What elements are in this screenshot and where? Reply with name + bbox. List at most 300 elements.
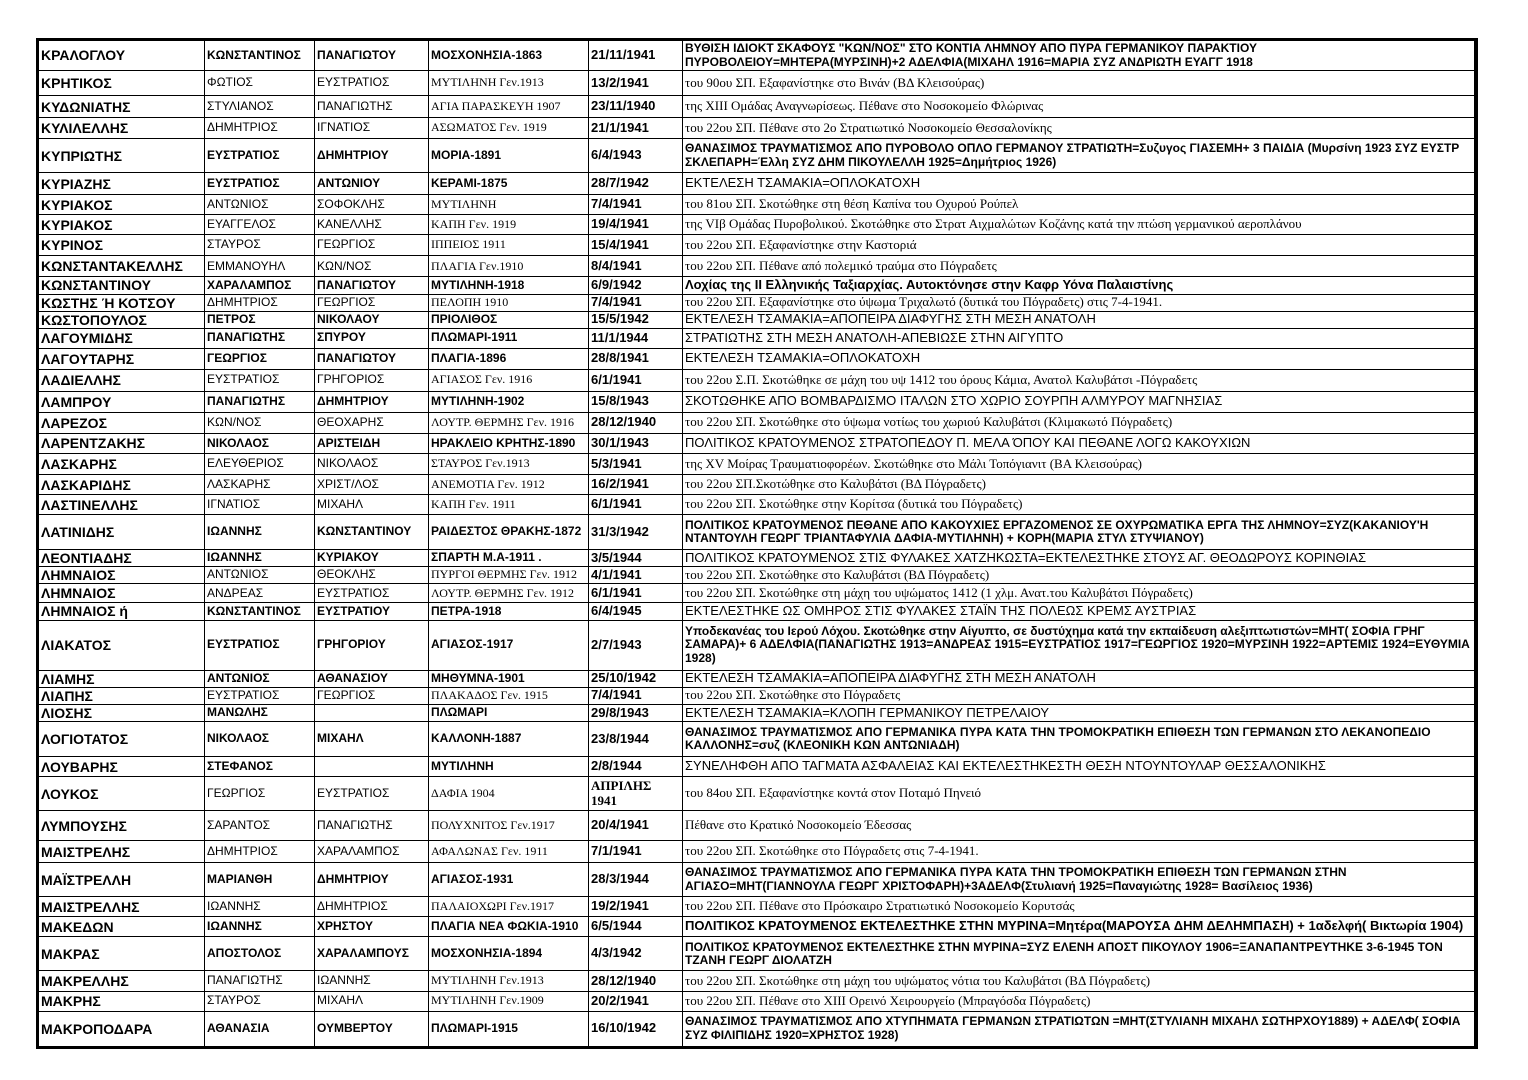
first-name-cell: ΙΩΑΝΝΗΣ bbox=[205, 897, 315, 917]
date-cell: 19/2/1941 bbox=[589, 897, 683, 917]
surname-cell: ΛΟΓΙΟΤΑΤΟΣ bbox=[39, 722, 205, 757]
table-row bbox=[39, 897, 1476, 917]
table-row bbox=[39, 811, 1476, 841]
description-cell: Λοχίας της ΙΙ Ελληνικής Ταξιαρχίας. Αυτοκτόνησε στην Καφρ Υόνα Παλαιστίνης bbox=[683, 277, 1476, 294]
date-cell: 31/3/1942 bbox=[589, 515, 683, 550]
table-row bbox=[39, 277, 1476, 294]
father-name-cell: ΓΕΩΡΓΙΟΣ bbox=[315, 235, 429, 256]
description-cell: ΕΚΤΕΛΕΣΗ ΤΣΑΜΑΚΙΑ=ΟΠΛΟΚΑΤΟΧΗ bbox=[683, 348, 1476, 369]
table-row bbox=[39, 991, 1476, 1011]
birthplace-cell: ΜΥΤΙΛΗΝΗ-1918 bbox=[429, 277, 589, 294]
birthplace-cell: ΠΕΤΡΑ-1918 bbox=[429, 603, 589, 620]
birthplace-cell: ΚΑΠΗ Γεν. 1911 bbox=[429, 495, 589, 515]
description-cell: ΠΟΛΙΤΙΚΟΣ ΚΡΑΤΟΥΜΕΝΟΣ ΣΤΡΑΤΟΠΕΔΟΥ Π. ΜΕΛΑ ΌΠΟΥ ΚΑΙ ΠΕΘΑΝΕ ΛΟΓΩ ΚΑΚΟΥΧΙΩΝ bbox=[683, 433, 1476, 453]
surname-cell: ΛΑΤΙΝΙΔΗΣ bbox=[39, 515, 205, 550]
table-row bbox=[39, 515, 1476, 550]
table-row bbox=[39, 235, 1476, 256]
date-cell: 5/3/1941 bbox=[589, 454, 683, 475]
description-cell: της XV Μοίρας Τραυματιοφορέων. Σκοτώθηκε στο Μάλι Τοπόγιανιτ (ΒΑ Κλεισούρας) bbox=[683, 454, 1476, 475]
date-cell: 15/5/1942 bbox=[589, 311, 683, 328]
table-row bbox=[39, 348, 1476, 369]
surname-cell: ΚΥΛΙΛΕΛΛΗΣ bbox=[39, 118, 205, 139]
first-name-cell: ΛΑΣΚΑΡΗΣ bbox=[205, 475, 315, 495]
birthplace-cell: ΑΝΕΜΟΤΙΑ Γεν. 1912 bbox=[429, 475, 589, 495]
birthplace-cell: ΜΟΣΧΟΝΗΣΙΑ-1894 bbox=[429, 937, 589, 971]
first-name-cell: ΕΥΣΤΡΑΤΙΟΣ bbox=[205, 369, 315, 391]
birthplace-cell: ΜΟΡΙΑ-1891 bbox=[429, 139, 589, 173]
records-sheet bbox=[36, 38, 1478, 1049]
surname-cell: ΛΑΣΚΑΡΙΔΗΣ bbox=[39, 475, 205, 495]
father-name-cell: ΙΓΝΑΤΙΟΣ bbox=[315, 118, 429, 139]
birthplace-cell: ΜΥΤΙΛΗΝΗ-1902 bbox=[429, 391, 589, 412]
table-row bbox=[39, 704, 1476, 721]
description-cell: ΘΑΝΑΣΙΜΟΣ ΤΡΑΥΜΑΤΙΣΜΟΣ ΑΠΟ ΓΕΡΜΑΝΙΚΑ ΠΥΡΑ ΚΑΤΑ ΤΗΝ ΤΡΟΜΟΚΡΑΤΙΚΗ ΕΠΙΘΕΣΗ ΤΩΝ ΓΕΡΜΑΝΩΝ ΣΤΗΝ ΑΓΙΑΣΟ=ΜΗΤ(ΓΙΑΝΝΟΥΛΑ ΓΕΩΡΓ ΧΡΙΣΤΟΦΑΡΗ)+3ΑΔΕΛΦ(Στυλιανή 1925=Παναγιώτης 1928= Βασίλειος 1936) bbox=[683, 863, 1476, 897]
first-name-cell: ΝΙΚΟΛΑΟΣ bbox=[205, 722, 315, 757]
description-cell: ΠΟΛΙΤΙΚΟΣ ΚΡΑΤΟΥΜΕΝΟΣ ΣΤΙΣ ΦΥΛΑΚΕΣ ΧΑΤΖΗΚΩΣΤΑ=ΕΚΤΕΛΕΣΤΗΚΕ ΣΤΟΥΣ ΑΓ. ΘΕΟΔΩΡΟΥΣ ΚΟΡΙΝΘΙΑΣ bbox=[683, 550, 1476, 567]
father-name-cell: ΔΗΜΗΤΡΙΟΥ bbox=[315, 863, 429, 897]
table-row bbox=[39, 722, 1476, 757]
surname-cell: ΚΥΔΩΝΙΑΤΗΣ bbox=[39, 96, 205, 118]
father-name-cell: ΧΑΡΑΛΑΜΠΟΣ bbox=[315, 841, 429, 863]
surname-cell: ΛΑΔΙΕΛΛΗΣ bbox=[39, 369, 205, 391]
first-name-cell: ΚΩΝ/ΝΟΣ bbox=[205, 412, 315, 433]
father-name-cell: ΕΥΣΤΡΑΤΙΟΣ bbox=[315, 584, 429, 603]
first-name-cell: ΣΤΥΛΙΑΝΟΣ bbox=[205, 96, 315, 118]
description-cell: ΣΚΟΤΩΘΗΚΕ ΑΠΟ ΒΟΜΒΑΡΔΙΣΜΟ ΙΤΑΛΩΝ ΣΤΟ ΧΩΡΙΟ ΣΟΥΡΠΗ ΑΛΜΥΡΟΥ ΜΑΓΝΗΣΙΑΣ bbox=[683, 391, 1476, 412]
birthplace-cell: ΜΥΤΙΛΗΝΗ bbox=[429, 757, 589, 777]
surname-cell: ΛΗΜΝΑΙΟΣ bbox=[39, 567, 205, 584]
surname-cell: ΛΙΑΠΗΣ bbox=[39, 687, 205, 704]
date-cell: 2/7/1943 bbox=[589, 620, 683, 670]
father-name-cell bbox=[315, 757, 429, 777]
surname-cell: ΛΙΟΣΗΣ bbox=[39, 704, 205, 721]
surname-cell: ΚΩΝΣΤΑΝΤΙΝΟΥ bbox=[39, 277, 205, 294]
table-row bbox=[39, 391, 1476, 412]
table-row bbox=[39, 757, 1476, 777]
description-cell: του 90ου ΣΠ. Εξαφανίστηκε στο Βινάν (ΒΔ Κλεισούρας) bbox=[683, 71, 1476, 96]
father-name-cell: ΕΥΣΤΡΑΤΙΟΣ bbox=[315, 777, 429, 811]
date-cell: 30/1/1943 bbox=[589, 433, 683, 453]
table-row bbox=[39, 215, 1476, 235]
birthplace-cell: ΠΛΩΜΑΡΙ bbox=[429, 704, 589, 721]
table-row bbox=[39, 71, 1476, 96]
father-name-cell: ΔΗΜΗΤΡΙΟΥ bbox=[315, 139, 429, 173]
table-row bbox=[39, 841, 1476, 863]
description-cell: του 22ου ΣΠ. Πέθανε από πολεμικό τραύμα στο Πόγραδετς bbox=[683, 256, 1476, 277]
description-cell: του 22ου ΣΠ. Σκοτώθηκε στο ύψωμα νοτίως του χωριού Καλυβάτσι (Κλιμακωτό Πόγραδετς) bbox=[683, 412, 1476, 433]
date-cell: 6/5/1944 bbox=[589, 917, 683, 937]
first-name-cell: ΑΝΔΡΕΑΣ bbox=[205, 584, 315, 603]
first-name-cell: ΣΤΑΥΡΟΣ bbox=[205, 991, 315, 1011]
table-row bbox=[39, 139, 1476, 173]
description-cell: ΣΤΡΑΤΙΩΤΗΣ ΣΤΗ ΜΕΣΗ ΑΝΑΤΟΛΗ-ΑΠΕΒΙΩΣΕ ΣΤΗΝ ΑΙΓΥΠΤΟ bbox=[683, 328, 1476, 348]
table-row bbox=[39, 777, 1476, 811]
surname-cell: ΚΥΡΙΝΟΣ bbox=[39, 235, 205, 256]
first-name-cell: ΠΑΝΑΓΙΩΤΗΣ bbox=[205, 391, 315, 412]
birthplace-cell: ΠΑΛΑΙΟΧΩΡΙ Γεν.1917 bbox=[429, 897, 589, 917]
description-cell: ΘΑΝΑΣΙΜΟΣ ΤΡΑΥΜΑΤΙΣΜΟΣ ΑΠΟ ΧΤΥΠΗΜΑΤΑ ΓΕΡΜΑΝΩΝ ΣΤΡΑΤΙΩΤΩΝ =ΜΗΤ(ΣΤΥΛΙΑΝΗ ΜΙΧΑΗΛ ΣΩΤΗΡΧΟΥ1889) + ΑΔΕΛΦ( ΣΟΦΙΑ ΣΥΖ ΦΙΛΙΠΙΔΗΣ 1920=ΧΡΗΣΤΟΣ 1928) bbox=[683, 1011, 1476, 1046]
first-name-cell: ΣΑΡΑΝΤΟΣ bbox=[205, 811, 315, 841]
birthplace-cell: ΜΗΘΥΜΝΑ-1901 bbox=[429, 670, 589, 687]
date-cell: 4/3/1942 bbox=[589, 937, 683, 971]
date-cell: 7/4/1941 bbox=[589, 294, 683, 311]
date-cell: 11/1/1944 bbox=[589, 328, 683, 348]
description-cell: ΘΑΝΑΣΙΜΟΣ ΤΡΑΥΜΑΤΙΣΜΟΣ ΑΠΟ ΠΥΡΟΒΟΛΟ ΟΠΛΟ ΓΕΡΜΑΝΟΥ ΣΤΡΑΤΙΩΤΗ=Συζυγος ΓΙΑΣΕΜΗ+ 3 ΠΑΙΔΙΑ (Μυρσίνη 1923 ΣΥΖ ΕΥΣΤΡ ΣΚΛΕΠΑΡΗ=Έλλη ΣΥΖ ΔΗΜ ΠΙΚΟΥΛΕΛΛΗ 1925=Δημήτριος 1926) bbox=[683, 139, 1476, 173]
description-cell: του 22ου ΣΠ. Σκοτώθηκε στο Πόγραδετς στις 7-4-1941. bbox=[683, 841, 1476, 863]
surname-cell: ΛΑΡΕΖΟΣ bbox=[39, 412, 205, 433]
surname-cell: ΛΑΣΚΑΡΗΣ bbox=[39, 454, 205, 475]
surname-cell: ΛΗΜΝΑΙΟΣ ή bbox=[39, 603, 205, 620]
surname-cell: ΚΥΡΙΑΚΟΣ bbox=[39, 215, 205, 235]
father-name-cell: ΚΑΝΕΛΛΗΣ bbox=[315, 215, 429, 235]
surname-cell: ΛΑΜΠΡΟΥ bbox=[39, 391, 205, 412]
surname-cell: ΜΑΙΣΤΡΕΛΛΗΣ bbox=[39, 897, 205, 917]
birthplace-cell: ΚΑΠΗ Γεν. 1919 bbox=[429, 215, 589, 235]
date-cell: 28/12/1940 bbox=[589, 412, 683, 433]
date-cell: 21/11/1941 bbox=[589, 41, 683, 71]
description-cell: ΠΟΛΙΤΙΚΟΣ ΚΡΑΤΟΥΜΕΝΟΣ ΠΕΘΑΝΕ ΑΠΟ ΚΑΚΟΥΧΙΕΣ ΕΡΓΑΖΟΜΕΝΟΣ ΣΕ ΟΧΥΡΩΜΑΤΙΚΑ ΕΡΓΑ ΤΗΣ ΛΗΜΝΟΥ=ΣΥΖ(ΚΑΚΑΝΙΟΥ'Η ΝΤΑΝΤΟΥΛΗ ΓΕΩΡΓ ΤΡΙΑΝΤΑΦΥΛΙΑ ΔΑΦΙΑ-ΜΥΤΙΛΗΝΗ) + ΚΟΡΗ(ΜΑΡΙΑ ΣΤΥΛ ΣΤΥΨΙΑΝΟΥ) bbox=[683, 515, 1476, 550]
father-name-cell: ΔΗΜΗΤΡΙΟΥ bbox=[315, 391, 429, 412]
description-cell: ΣΥΝΕΛΗΦΘΗ ΑΠΟ ΤΑΓΜΑΤΑ ΑΣΦΑΛΕΙΑΣ ΚΑΙ ΕΚΤΕΛΕΣΤΗΚΕΣΤΗ ΘΕΣΗ ΝΤΟΥΝΤΟΥΛΑΡ ΘΕΣΣΑΛΟΝΙΚΗΣ bbox=[683, 757, 1476, 777]
description-cell: ΠΟΛΙΤΙΚΟΣ ΚΡΑΤΟΥΜΕΝΟΣ ΕΚΤΕΛΕΣΤΗΚΕ ΣΤΗΝ ΜΥΡΙΝΑ=ΣΥΖ ΕΛΕΝΗ ΑΠΟΣΤ ΠΙΚΟΥΛΟΥ 1906=ΞΑΝΑΠΑΝΤΡΕΥΤΗΚΕ 3-6-1945 ΤΟΝ ΤΖΑΝΗ ΓΕΩΡΓ ΔΙΟΛΑΤΖΗ bbox=[683, 937, 1476, 971]
birthplace-cell: ΛΟΥΤΡ. ΘΕΡΜΗΣ Γεν. 1916 bbox=[429, 412, 589, 433]
birthplace-cell: ΜΥΤΙΛΗΝΗ bbox=[429, 195, 589, 215]
father-name-cell: ΧΑΡΑΛΑΜΠΟΥΣ bbox=[315, 937, 429, 971]
table-row bbox=[39, 96, 1476, 118]
first-name-cell: ΓΕΩΡΓΙΟΣ bbox=[205, 348, 315, 369]
date-cell: 8/4/1941 bbox=[589, 256, 683, 277]
date-cell: 23/8/1944 bbox=[589, 722, 683, 757]
description-cell: του 22ου ΣΠ. Σκοτώθηκε στη μάχη του υψώματος 1412 (1 χλμ. Ανατ.του Καλυβάτσι Πόγραδετς) bbox=[683, 584, 1476, 603]
date-cell: 7/4/1941 bbox=[589, 687, 683, 704]
surname-cell: ΜΑΙΣΤΡΕΛΗΣ bbox=[39, 841, 205, 863]
surname-cell: ΜΑΚΕΔΩΝ bbox=[39, 917, 205, 937]
father-name-cell: ΘΕΟΧΑΡΗΣ bbox=[315, 412, 429, 433]
birthplace-cell: ΚΕΡΑΜΙ-1875 bbox=[429, 173, 589, 195]
surname-cell: ΜΑΪΣΤΡΕΛΛΗ bbox=[39, 863, 205, 897]
father-name-cell: ΓΡΗΓΟΡΙΟΥ bbox=[315, 620, 429, 670]
date-cell: 4/1/1941 bbox=[589, 567, 683, 584]
description-cell: του 22ου ΣΠ.Σκοτώθηκε στο Καλυβάτσι (ΒΔ Πόγραδετς) bbox=[683, 475, 1476, 495]
date-cell: 7/4/1941 bbox=[589, 195, 683, 215]
table-row bbox=[39, 550, 1476, 567]
table-row bbox=[39, 603, 1476, 620]
date-cell: 13/2/1941 bbox=[589, 71, 683, 96]
table-row bbox=[39, 41, 1476, 71]
father-name-cell: ΜΙΧΑΗΛ bbox=[315, 991, 429, 1011]
father-name-cell: ΧΡΙΣΤ/ΛΟΣ bbox=[315, 475, 429, 495]
birthplace-cell: ΚΑΛΛΟΝΗ-1887 bbox=[429, 722, 589, 757]
birthplace-cell: ΠΛΩΜΑΡΙ-1911 bbox=[429, 328, 589, 348]
table-row bbox=[39, 369, 1476, 391]
table-row bbox=[39, 937, 1476, 971]
surname-cell: ΚΩΝΣΤΑΝΤΑΚΕΛΛΗΣ bbox=[39, 256, 205, 277]
date-cell: 6/1/1941 bbox=[589, 369, 683, 391]
description-cell: ΕΚΤΕΛΕΣΗ ΤΣΑΜΑΚΙΑ=ΑΠΟΠΕΙΡΑ ΔΙΑΦΥΓΗΣ ΣΤΗ ΜΕΣΗ ΑΝΑΤΟΛΗ bbox=[683, 311, 1476, 328]
description-cell: του 22ου ΣΠ. Εξαφανίστηκε στο ύψωμα Τριχαλωτό (δυτικά του Πόγραδετς) στις 7-4-1941. bbox=[683, 294, 1476, 311]
first-name-cell: ΕΥΣΤΡΑΤΙΟΣ bbox=[205, 687, 315, 704]
first-name-cell: ΚΩΝΣΤΑΝΤΙΝΟΣ bbox=[205, 41, 315, 71]
table-row bbox=[39, 454, 1476, 475]
table-row bbox=[39, 620, 1476, 670]
date-cell: 28/12/1940 bbox=[589, 971, 683, 991]
table-row bbox=[39, 863, 1476, 897]
father-name-cell: ΠΑΝΑΓΙΩΤΟΥ bbox=[315, 41, 429, 71]
father-name-cell: ΕΥΣΤΡΑΤΙΟΣ bbox=[315, 71, 429, 96]
surname-cell: ΚΥΡΙΑΚΟΣ bbox=[39, 195, 205, 215]
first-name-cell: ΑΠΟΣΤΟΛΟΣ bbox=[205, 937, 315, 971]
birthplace-cell: ΜΥΤΙΛΗΝΗ Γεν.1913 bbox=[429, 971, 589, 991]
date-cell: 15/4/1941 bbox=[589, 235, 683, 256]
birthplace-cell: ΠΛΑΓΙΑ ΝΕΑ ΦΩΚΙΑ-1910 bbox=[429, 917, 589, 937]
first-name-cell: ΑΘΑΝΑΣΙΑ bbox=[205, 1011, 315, 1046]
date-cell: 2/8/1944 bbox=[589, 757, 683, 777]
first-name-cell: ΕΥΣΤΡΑΤΙΟΣ bbox=[205, 620, 315, 670]
table-row bbox=[39, 670, 1476, 687]
first-name-cell: ΦΩΤΙΟΣ bbox=[205, 71, 315, 96]
birthplace-cell: ΠΛΑΓΙΑ-1896 bbox=[429, 348, 589, 369]
date-cell: 29/8/1943 bbox=[589, 704, 683, 721]
description-cell: της ΧΙΙΙ Ομάδας Αναγνωρίσεως. Πέθανε στο Νοσοκομείο Φλώρινας bbox=[683, 96, 1476, 118]
date-cell: 28/7/1942 bbox=[589, 173, 683, 195]
first-name-cell: ΔΗΜΗΤΡΙΟΣ bbox=[205, 841, 315, 863]
description-cell: ΕΚΤΕΛΕΣΗ ΤΣΑΜΑΚΙΑ=ΟΠΛΟΚΑΤΟΧΗ bbox=[683, 173, 1476, 195]
birthplace-cell: ΜΥΤΙΛΗΝΗ Γεν.1913 bbox=[429, 71, 589, 96]
father-name-cell: ΠΑΝΑΓΙΩΤΟΥ bbox=[315, 277, 429, 294]
father-name-cell: ΙΩΑΝΝΗΣ bbox=[315, 971, 429, 991]
table-row bbox=[39, 311, 1476, 328]
date-cell: 16/10/1942 bbox=[589, 1011, 683, 1046]
first-name-cell: ΚΩΝΣΤΑΝΤΙΝΟΣ bbox=[205, 603, 315, 620]
father-name-cell: ΠΑΝΑΓΙΩΤΗΣ bbox=[315, 96, 429, 118]
table-row bbox=[39, 433, 1476, 453]
table-row bbox=[39, 173, 1476, 195]
description-cell: ΕΚΤΕΛΕΣΗ ΤΣΑΜΑΚΙΑ=ΚΛΟΠΗ ΓΕΡΜΑΝΙΚΟΥ ΠΕΤΡΕΛΑΙΟΥ bbox=[683, 704, 1476, 721]
father-name-cell: ΠΑΝΑΓΙΩΤΟΥ bbox=[315, 348, 429, 369]
birthplace-cell: ΜΟΣΧΟΝΗΣΙΑ-1863 bbox=[429, 41, 589, 71]
description-cell: του 22ου ΣΠ. Σκοτώθηκε στο Πόγραδετς bbox=[683, 687, 1476, 704]
surname-cell: ΜΑΚΡΑΣ bbox=[39, 937, 205, 971]
surname-cell: ΛΑΓΟΥΤΑΡΗΣ bbox=[39, 348, 205, 369]
date-cell: 28/3/1944 bbox=[589, 863, 683, 897]
date-cell: 6/1/1941 bbox=[589, 495, 683, 515]
first-name-cell: ΑΝΤΩΝΙΟΣ bbox=[205, 195, 315, 215]
birthplace-cell: ΔΑΦΙΑ 1904 bbox=[429, 777, 589, 811]
surname-cell: ΜΑΚΡΟΠΟΔΑΡΑ bbox=[39, 1011, 205, 1046]
surname-cell: ΛΑΓΟΥΜΙΔΗΣ bbox=[39, 328, 205, 348]
first-name-cell: ΙΓΝΑΤΙΟΣ bbox=[205, 495, 315, 515]
surname-cell: ΛΥΜΠΟΥΣΗΣ bbox=[39, 811, 205, 841]
father-name-cell: ΓΕΩΡΓΙΟΣ bbox=[315, 687, 429, 704]
father-name-cell: ΟΥΜΒΕΡΤΟΥ bbox=[315, 1011, 429, 1046]
birthplace-cell: ΑΣΩΜΑΤΟΣ Γεν. 1919 bbox=[429, 118, 589, 139]
table-row bbox=[39, 567, 1476, 584]
description-cell: ΠΟΛΙΤΙΚΟΣ ΚΡΑΤΟΥΜΕΝΟΣ ΕΚΤΕΛΕΣΤΗΚΕ ΣΤΗΝ ΜΥΡΙΝΑ=Μητέρα(ΜΑΡΟΥΣΑ ΔΗΜ ΔΕΛΗΜΠΑΣΗ) + 1αδελφή( Βικτωρία 1904) bbox=[683, 917, 1476, 937]
birthplace-cell: ΑΦΑΛΩΝΑΣ Γεν. 1911 bbox=[429, 841, 589, 863]
father-name-cell: ΧΡΗΣΤΟΥ bbox=[315, 917, 429, 937]
date-cell: 28/8/1941 bbox=[589, 348, 683, 369]
birthplace-cell: ΑΓΙΑ ΠΑΡΑΣΚΕΥΗ 1907 bbox=[429, 96, 589, 118]
table-row bbox=[39, 256, 1476, 277]
surname-cell: ΛΗΜΝΑΙΟΣ bbox=[39, 584, 205, 603]
date-cell: 6/4/1945 bbox=[589, 603, 683, 620]
table-row bbox=[39, 475, 1476, 495]
description-cell: του 22ου ΣΠ. Σκοτώθηκε στη μάχη του υψώματος νότια του Καλυβάτσι (ΒΔ Πόγραδετς) bbox=[683, 971, 1476, 991]
description-cell: του 84ου ΣΠ. Εξαφανίστηκε κοντά στον Ποταμό Πηνειό bbox=[683, 777, 1476, 811]
date-cell: 16/2/1941 bbox=[589, 475, 683, 495]
father-name-cell: ΜΙΧΑΗΛ bbox=[315, 722, 429, 757]
birthplace-cell: ΠΥΡΓΟΙ ΘΕΡΜΗΣ Γεν. 1912 bbox=[429, 567, 589, 584]
description-cell: Πέθανε στο Κρατικό Νοσοκομείο Έδεσσας bbox=[683, 811, 1476, 841]
description-cell: ΕΚΤΕΛΕΣΗ ΤΣΑΜΑΚΙΑ=ΑΠΟΠΕΙΡΑ ΔΙΑΦΥΓΗΣ ΣΤΗ ΜΕΣΗ ΑΝΑΤΟΛΗ bbox=[683, 670, 1476, 687]
table-row bbox=[39, 412, 1476, 433]
description-cell: ΘΑΝΑΣΙΜΟΣ ΤΡΑΥΜΑΤΙΣΜΟΣ ΑΠΟ ΓΕΡΜΑΝΙΚΑ ΠΥΡΑ ΚΑΤΑ ΤΗΝ ΤΡΟΜΟΚΡΑΤΙΚΗ ΕΠΙΘΕΣΗ ΤΩΝ ΓΕΡΜΑΝΩΝ ΣΤΟ ΛΕΚΑΝΟΠΕΔΙΟ ΚΑΛΛΟΝΗΣ=συζ (ΚΛΕΟΝΙΚΗ ΚΩΝ ΑΝΤΩΝΙΑΔΗ) bbox=[683, 722, 1476, 757]
birthplace-cell: ΣΤΑΥΡΟΣ Γεν.1913 bbox=[429, 454, 589, 475]
first-name-cell: ΠΑΝΑΓΙΩΤΗΣ bbox=[205, 328, 315, 348]
surname-cell: ΛΟΥΚΟΣ bbox=[39, 777, 205, 811]
description-cell: ΒΥΘΙΣΗ ΙΔΙΟΚΤ ΣΚΑΦΟΥΣ "ΚΩΝ/ΝΟΣ" ΣΤΟ ΚΟΝΤΙΑ ΛΗΜΝΟΥ ΑΠΟ ΠΥΡΑ ΓΕΡΜΑΝΙΚΟΥ ΠΑΡΑΚΤΙΟΥ ΠΥΡΟΒΟΛΕΙΟΥ=ΜΗΤΕΡΑ(ΜΥΡΣΙΝΗ)+2 ΑΔΕΛΦΙΑ(ΜΙΧΑΗΛ 1916=ΜΑΡΙΑ ΣΥΖ ΑΝΔΡΙΩΤΗ ΕΥΑΓΓ 1918 bbox=[683, 41, 1476, 71]
surname-cell: ΛΙΑΚΑΤΟΣ bbox=[39, 620, 205, 670]
description-cell: του 22ου ΣΠ. Σκοτώθηκε στην Κορίτσα (δυτικά του Πόγραδετς) bbox=[683, 495, 1476, 515]
surname-cell: ΛΟΥΒΑΡΗΣ bbox=[39, 757, 205, 777]
first-name-cell: ΜΑΝΩΛΗΣ bbox=[205, 704, 315, 721]
description-cell: του 22ου ΣΠ. Εξαφανίστηκε στην Καστοριά bbox=[683, 235, 1476, 256]
table-row bbox=[39, 584, 1476, 603]
birthplace-cell: ΗΡΑΚΛΕΙΟ ΚΡΗΤΗΣ-1890 bbox=[429, 433, 589, 453]
father-name-cell: ΝΙΚΟΛΑΟΥ bbox=[315, 311, 429, 328]
date-cell: 6/1/1941 bbox=[589, 584, 683, 603]
first-name-cell: ΔΗΜΗΤΡΙΟΣ bbox=[205, 118, 315, 139]
father-name-cell: ΚΥΡΙΑΚΟΥ bbox=[315, 550, 429, 567]
table-row bbox=[39, 971, 1476, 991]
birthplace-cell: ΠΡΙΟΛΙΘΟΣ bbox=[429, 311, 589, 328]
first-name-cell: ΠΕΤΡΟΣ bbox=[205, 311, 315, 328]
first-name-cell: ΣΤΑΥΡΟΣ bbox=[205, 235, 315, 256]
date-cell: 15/8/1943 bbox=[589, 391, 683, 412]
date-cell: 6/4/1943 bbox=[589, 139, 683, 173]
surname-cell: ΚΥΠΡΙΩΤΗΣ bbox=[39, 139, 205, 173]
birthplace-cell: ΜΥΤΙΛΗΝΗ Γεν.1909 bbox=[429, 991, 589, 1011]
birthplace-cell: ΠΟΛΥΧΝΙΤΟΣ Γεν.1917 bbox=[429, 811, 589, 841]
first-name-cell: ΕΥΣΤΡΑΤΙΟΣ bbox=[205, 139, 315, 173]
table-row bbox=[39, 294, 1476, 311]
description-cell: του 81ου ΣΠ. Σκοτώθηκε στη θέση Καπίνα του Οχυρού Ρούπελ bbox=[683, 195, 1476, 215]
birthplace-cell: ΣΠΑΡΤΗ Μ.Α-1911 . bbox=[429, 550, 589, 567]
date-cell: 6/9/1942 bbox=[589, 277, 683, 294]
surname-cell: ΛΑΣΤΙΝΕΛΛΗΣ bbox=[39, 495, 205, 515]
table-row bbox=[39, 118, 1476, 139]
surname-cell: ΚΩΣΤΗΣ Ή ΚΟΤΣΟΥ bbox=[39, 294, 205, 311]
father-name-cell: ΓΡΗΓΟΡΙΟΣ bbox=[315, 369, 429, 391]
table-body bbox=[39, 41, 1476, 1047]
father-name-cell: ΠΑΝΑΓΙΩΤΗΣ bbox=[315, 811, 429, 841]
first-name-cell: ΣΤΕΦΑΝΟΣ bbox=[205, 757, 315, 777]
father-name-cell: ΚΩΝ/ΝΟΣ bbox=[315, 256, 429, 277]
father-name-cell: ΔΗΜΗΤΡΙΟΣ bbox=[315, 897, 429, 917]
first-name-cell: ΓΕΩΡΓΙΟΣ bbox=[205, 777, 315, 811]
description-cell: του 22ου ΣΠ. Σκοτώθηκε στο Καλυβάτσι (ΒΔ Πόγραδετς) bbox=[683, 567, 1476, 584]
first-name-cell: ΔΗΜΗΤΡΙΟΣ bbox=[205, 294, 315, 311]
date-cell: 20/4/1941 bbox=[589, 811, 683, 841]
first-name-cell: ΙΩΑΝΝΗΣ bbox=[205, 917, 315, 937]
surname-cell: ΛΙΑΜΗΣ bbox=[39, 670, 205, 687]
table-row bbox=[39, 328, 1476, 348]
date-cell: 7/1/1941 bbox=[589, 841, 683, 863]
date-cell: 25/10/1942 bbox=[589, 670, 683, 687]
date-cell: 20/2/1941 bbox=[589, 991, 683, 1011]
father-name-cell: ΕΥΣΤΡΑΤΙΟΥ bbox=[315, 603, 429, 620]
first-name-cell: ΑΝΤΩΝΙΟΣ bbox=[205, 567, 315, 584]
first-name-cell: ΙΩΑΝΝΗΣ bbox=[205, 515, 315, 550]
date-cell: 21/1/1941 bbox=[589, 118, 683, 139]
surname-cell: ΛΕΟΝΤΙΑΔΗΣ bbox=[39, 550, 205, 567]
surname-cell: ΜΑΚΡΗΣ bbox=[39, 991, 205, 1011]
birthplace-cell: ΑΓΙΑΣΟΣ-1917 bbox=[429, 620, 589, 670]
surname-cell: ΚΡΗΤΙΚΟΣ bbox=[39, 71, 205, 96]
description-cell: Υποδεκανέας του Ιερού Λόχου. Σκοτώθηκε στην Αίγυπτο, σε δυστύχημα κατά την εκπαίδευση αλεξιπτωτιστών=ΜΗΤ( ΣΟΦΙΑ ΓΡΗΓ ΣΑΜΑΡΑ)+ 6 ΑΔΕΛΦΙΑ(ΠΑΝΑΓΙΩΤΗΣ 1913=ΑΝΔΡΕΑΣ 1915=ΕΥΣΤΡΑΤΙΟΣ 1917=ΓΕΩΡΓΙΟΣ 1920=ΜΥΡΣΙΝΗ 1922=ΑΡΤΕΜΙΣ 1924=ΕΥΘΥΜΙΑ 1928) bbox=[683, 620, 1476, 670]
first-name-cell: ΧΑΡΑΛΑΜΠΟΣ bbox=[205, 277, 315, 294]
first-name-cell: ΜΑΡΙΑΝΘΗ bbox=[205, 863, 315, 897]
surname-cell: ΛΑΡΕΝΤΖΑΚΗΣ bbox=[39, 433, 205, 453]
date-cell: 3/5/1944 bbox=[589, 550, 683, 567]
table-row bbox=[39, 495, 1476, 515]
first-name-cell: ΕΥΑΓΓΕΛΟΣ bbox=[205, 215, 315, 235]
date-cell: 19/4/1941 bbox=[589, 215, 683, 235]
birthplace-cell: ΑΓΙΑΣΟΣ-1931 bbox=[429, 863, 589, 897]
first-name-cell: ΑΝΤΩΝΙΟΣ bbox=[205, 670, 315, 687]
surname-cell: ΜΑΚΡΕΛΛΗΣ bbox=[39, 971, 205, 991]
father-name-cell: ΚΩΝΣΤΑΝΤΙΝΟΥ bbox=[315, 515, 429, 550]
table-row bbox=[39, 917, 1476, 937]
father-name-cell: ΘΕΟΚΛΗΣ bbox=[315, 567, 429, 584]
description-cell: του 22ου ΣΠ. Πέθανε στο ΧΙΙΙ Ορεινό Χειρουργείο (Μπραγόσδα Πόγραδετς) bbox=[683, 991, 1476, 1011]
birthplace-cell: ΠΛΑΓΙΑ Γεν.1910 bbox=[429, 256, 589, 277]
casualty-table bbox=[38, 40, 1476, 1047]
table-row bbox=[39, 195, 1476, 215]
first-name-cell: ΙΩΑΝΝΗΣ bbox=[205, 550, 315, 567]
table-row bbox=[39, 687, 1476, 704]
surname-cell: ΚΩΣΤΟΠΟΥΛΟΣ bbox=[39, 311, 205, 328]
father-name-cell: ΝΙΚΟΛΑΟΣ bbox=[315, 454, 429, 475]
description-cell: του 22ου ΣΠ. Πέθανε στο Πρόσκαιρο Στρατιωτικό Νοσοκομείο Κορυτσάς bbox=[683, 897, 1476, 917]
description-cell: του 22ου ΣΠ. Πέθανε στο 2ο Στρατιωτικό Νοσοκομείο Θεσσαλονίκης bbox=[683, 118, 1476, 139]
birthplace-cell: ΠΛΑΚΑΔΟΣ Γεν. 1915 bbox=[429, 687, 589, 704]
description-cell: της VIβ Ομάδας Πυροβολικού. Σκοτώθηκε στο Στρατ Αιχμαλώτων Κοζάνης κατά την πτώση γερμανικού αεροπλάνου bbox=[683, 215, 1476, 235]
birthplace-cell: ΠΛΩΜΑΡΙ-1915 bbox=[429, 1011, 589, 1046]
birthplace-cell: ΛΟΥΤΡ. ΘΕΡΜΗΣ Γεν. 1912 bbox=[429, 584, 589, 603]
birthplace-cell: ΑΓΙΑΣΟΣ Γεν. 1916 bbox=[429, 369, 589, 391]
birthplace-cell: ΡΑΙΔΕΣΤΟΣ ΘΡΑΚΗΣ-1872 bbox=[429, 515, 589, 550]
first-name-cell: ΕΛΕΥΘΕΡΙΟΣ bbox=[205, 454, 315, 475]
first-name-cell: ΝΙΚΟΛΑΟΣ bbox=[205, 433, 315, 453]
first-name-cell: ΕΜΜΑΝΟΥΗΛ bbox=[205, 256, 315, 277]
date-cell: 23/11/1940 bbox=[589, 96, 683, 118]
first-name-cell: ΠΑΝΑΓΙΩΤΗΣ bbox=[205, 971, 315, 991]
father-name-cell: ΣΟΦΟΚΛΗΣ bbox=[315, 195, 429, 215]
birthplace-cell: ΙΠΠΕΙΟΣ 1911 bbox=[429, 235, 589, 256]
date-cell: ΑΠΡΙΛΗΣ 1941 bbox=[589, 777, 683, 811]
description-cell: ΕΚΤΕΛΕΣΤΗΚΕ ΩΣ ΟΜΗΡΟΣ ΣΤΙΣ ΦΥΛΑΚΕΣ ΣΤΑΪΝ ΤΗΣ ΠΟΛΕΩΣ ΚΡΕΜΣ ΑΥΣΤΡΙΑΣ bbox=[683, 603, 1476, 620]
father-name-cell: ΜΙΧΑΗΛ bbox=[315, 495, 429, 515]
surname-cell: ΚΡΑΛΟΓΛΟΥ bbox=[39, 41, 205, 71]
description-cell: του 22ου Σ.Π. Σκοτώθηκε σε μάχη του υψ 1412 του όρους Κάμια, Ανατολ Καλυβάτσι -Πόγραδετς bbox=[683, 369, 1476, 391]
surname-cell: ΚΥΡΙΑΖΗΣ bbox=[39, 173, 205, 195]
father-name-cell bbox=[315, 704, 429, 721]
father-name-cell: ΓΕΩΡΓΙΟΣ bbox=[315, 294, 429, 311]
first-name-cell: ΕΥΣΤΡΑΤΙΟΣ bbox=[205, 173, 315, 195]
father-name-cell: ΑΡΙΣΤΕΙΔΗ bbox=[315, 433, 429, 453]
father-name-cell: ΣΠΥΡΟΥ bbox=[315, 328, 429, 348]
